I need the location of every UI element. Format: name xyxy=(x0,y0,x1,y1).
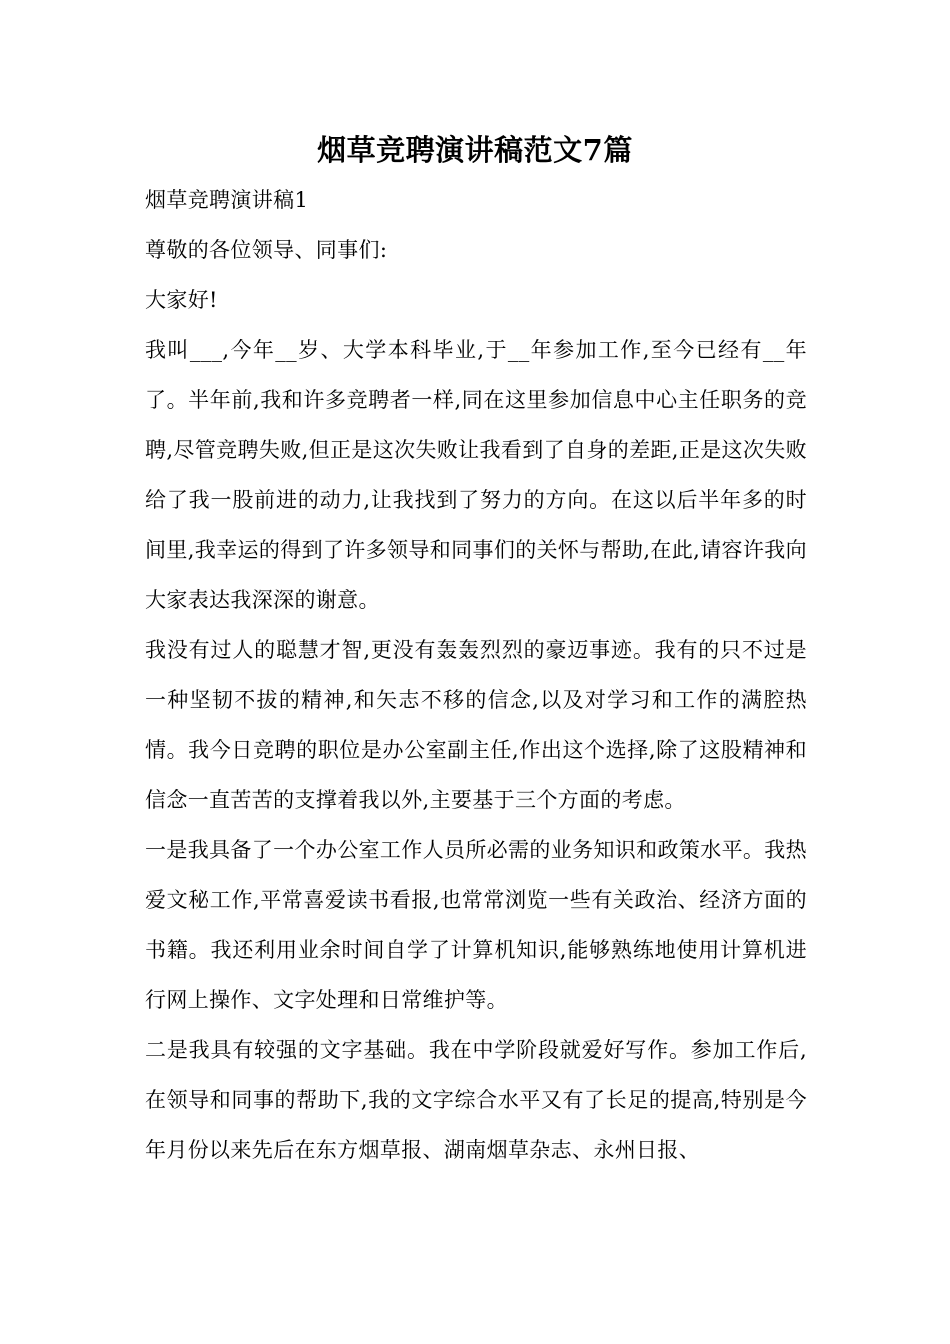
greeting: 大家好! xyxy=(145,288,218,312)
paragraph-intro: 我叫___,今年__岁、大学本科毕业,于__年参加工作,至今已经有__年了。半年前,我和许多竞聘者一样,同在这里参加信息中心主任职务的竞聘,尽管竞聘失败,但正是这次失败让我看到了自身的差距,正是这次失败给了我一股前进的动力,让我找到了努力的方向。在这以后半年多的时间里,我幸运的得到了许多领导和同事们的关怀与帮助,在此,请容许我向大家表达我深深的谢意。 xyxy=(145,338,807,612)
document-title: 烟草竞聘演讲稿范文7篇 xyxy=(317,133,633,167)
document-body xyxy=(145,175,807,1175)
paragraph-motivation: 我没有过人的聪慧才智,更没有轰轰烈烈的豪迈事迹。我有的只不过是一种坚韧不拔的精神,和矢志不移的信念,以及对学习和工作的满腔热情。我今日竞聘的职位是办公室副主任,作出这个选择,除了这股精神和信念一直苦苦的支撑着我以外,主要基于三个方面的考虑。 xyxy=(145,638,807,812)
salutation: 尊敬的各位领导、同事们: xyxy=(145,238,388,262)
section-heading: 烟草竞聘演讲稿1 xyxy=(145,188,309,212)
paragraph-reason-one: 一是我具备了一个办公室工作人员所必需的业务知识和政策水平。我热爱文秘工作,平常喜爱读书看报,也常常浏览一些有关政治、经济方面的书籍。我还利用业余时间自学了计算机知识,能够熟练地使用计算机进行网上操作、文字处理和日常维护等。 xyxy=(145,838,807,1012)
paragraph-reason-two: 二是我具有较强的文字基础。我在中学阶段就爱好写作。参加工作后,在领导和同事的帮助下,我的文字综合水平又有了长足的提高,特别是今年月份以来先后在东方烟草报、湖南烟草杂志、永州日报、 xyxy=(145,1038,807,1162)
